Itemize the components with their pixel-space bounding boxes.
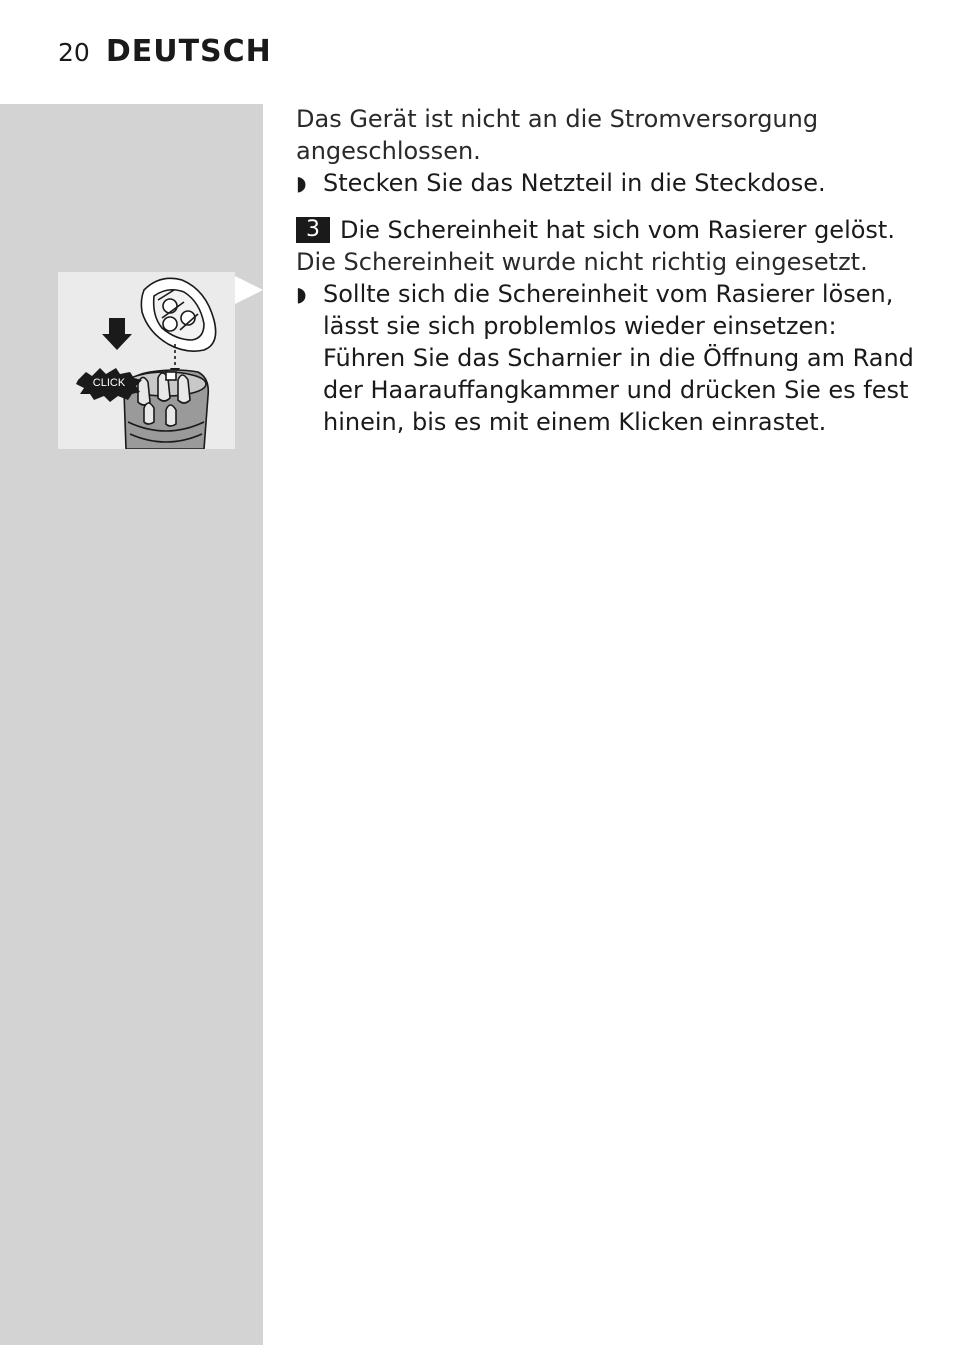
click-label: CLICK: [92, 377, 126, 389]
bullet-text: Stecken Sie das Netzteil in die Steckdose.: [323, 169, 826, 197]
page-header: [58, 34, 272, 74]
shaving-unit-figure: [58, 272, 235, 449]
bullet-item: [296, 278, 916, 438]
step-title: Die Schereinheit hat sich vom Rasierer gelöst.: [340, 216, 895, 244]
step-number-badge: 3: [296, 217, 330, 243]
bullet-item: [296, 167, 916, 199]
section-title: DEUTSCH: [105, 34, 272, 69]
main-content: [296, 103, 916, 438]
page-number: 20: [58, 38, 90, 67]
step-cause: Die Schereinheit wurde nicht richtig eingesetzt.: [296, 248, 868, 276]
figure-pointer: [235, 276, 263, 304]
intro-text: Das Gerät ist nicht an die Stromversorgung angeschlossen.: [296, 105, 819, 165]
bullet-icon: ◗: [296, 171, 307, 195]
down-arrow-icon: [102, 318, 132, 350]
step-heading: [296, 214, 916, 246]
bullet-text: Sollte sich die Schereinheit vom Rasierer lösen, lässt sie sich problemlos wieder einsetzen: Führen Sie das Scharnier in die Öffnung am Rand der Haarauffangkammer und drücken Sie es fest hinein, bis es mit einem Klicken einrastet.: [323, 280, 914, 436]
shaving-unit-illustration: [58, 272, 235, 449]
bullet-icon: ◗: [296, 282, 307, 306]
